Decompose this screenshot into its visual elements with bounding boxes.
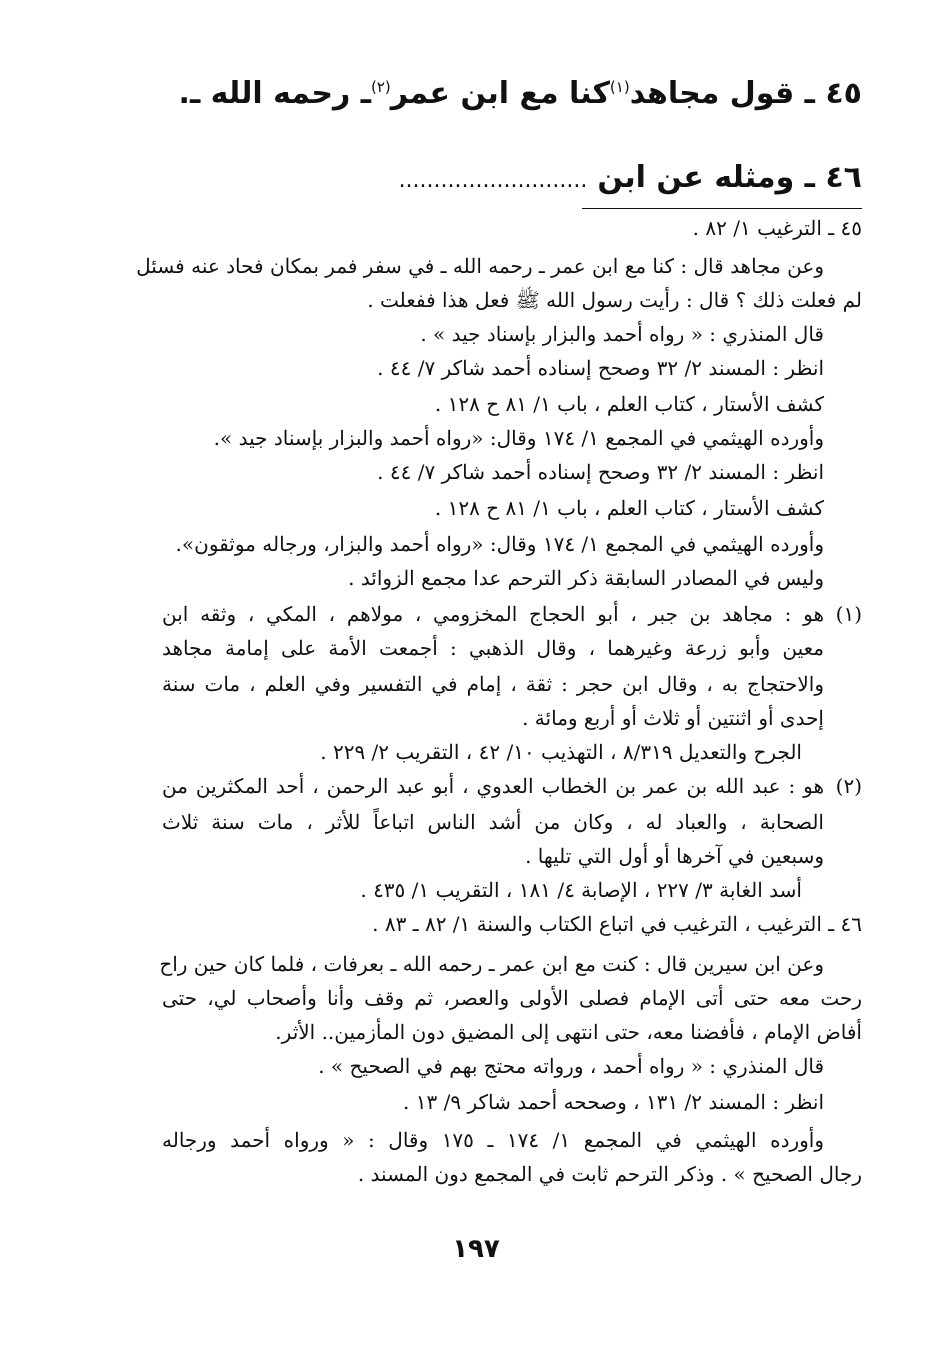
- footnote-2-line: أسد الغابة ٣/ ٢٢٧ ، الإصابة ٤/ ١٨١ ، التقريب ١/ ٤٣٥ .: [360, 878, 802, 902]
- note-45-head: ٤٥ ـ الترغيب ١/ ٨٢ .: [692, 216, 862, 240]
- note-46-line: رجال الصحيح » . وذكر الترحم ثابت في المجمع دون المسند .: [357, 1162, 862, 1186]
- heading-45: [162, 74, 862, 114]
- footnote-ref-1: (١): [609, 78, 630, 96]
- page-number: ١٩٧: [452, 1234, 500, 1264]
- note-45-line: وعن مجاهد قال : كنا مع ابن عمر ـ رحمه الله ـ في سفر فمر بمكان فحاد عنه فسئل: [136, 254, 824, 278]
- heading-45-part1: ٤٥ ـ قول مجاهد: [629, 76, 862, 111]
- note-45-line: وأورده الهيثمي في المجمع ١/ ١٧٤ وقال: «رواه أحمد والبزار بإسناد جيد ».: [213, 426, 824, 450]
- footnote-1-line: الجرح والتعديل ٨/٣١٩ ، التهذيب ١٠/ ٤٢ ، التقريب ٢/ ٢٢٩ .: [320, 740, 802, 764]
- footnote-1-line: معين وأبو زرعة وغيرهما ، وقال الذهبي : أجمعت الأمة على إمامة مجاهد: [162, 636, 824, 660]
- heading-45-part2: كنا مع ابن عمر: [390, 76, 610, 111]
- footnote-2-line: وسبعين في آخرها أو أول التي تليها .: [525, 844, 824, 868]
- note-45-line: انظر : المسند ٢/ ٣٢ وصحح إسناده أحمد شاكر ٧/ ٤٤ .: [377, 356, 824, 380]
- footnote-1-number: (١): [835, 602, 862, 626]
- footnote-ref-2: (٢): [370, 78, 391, 96]
- footnote-2-line: الصحابة ، والعباد له ، وكان من أشد الناس اتباعاً للأثر ، مات سنة ثلاث: [162, 810, 824, 834]
- note-46-line: وعن ابن سيرين قال : كنت مع ابن عمر ـ رحمه الله ـ بعرفات ، فلما كان حين راح: [159, 952, 824, 976]
- footnote-1-line: والاحتجاج به ، وقال ابن حجر : ثقة ، إمام في التفسير وفي العلم ، مات سنة: [162, 672, 824, 696]
- heading-45-part3: ـ رحمه الله ـ.: [178, 76, 371, 111]
- footnote-separator: [582, 208, 862, 209]
- footnote-1-line: هو : مجاهد بن جبر ، أبو الحجاج المخزومي ، مولاهم ، المكي ، وثقه ابن: [162, 602, 824, 626]
- note-45-line: وليس في المصادر السابقة ذكر الترحم عدا مجمع الزوائد .: [348, 566, 824, 590]
- note-45-line: كشف الأستار ، كتاب العلم ، باب ١/ ٨١ ح ١٢٨ .: [434, 392, 824, 416]
- note-45-line: كشف الأستار ، كتاب العلم ، باب ١/ ٨١ ح ١٢٨ .: [434, 496, 824, 520]
- note-46-line: أفاض الإمام ، فأفضنا معه، حتى انتهى إلى المضيق دون المأزمين.. الأثر.: [275, 1020, 862, 1044]
- note-46-line: وأورده الهيثمي في المجمع ١/ ١٧٤ ـ ١٧٥ وقال : « ورواه أحمد ورجاله: [162, 1128, 825, 1152]
- note-46-line: قال المنذري : « رواه أحمد ، ورواته محتج بهم في الصحيح » .: [318, 1054, 824, 1078]
- footnote-1-line: إحدى أو اثنتين أو ثلاث أو أربع ومائة .: [522, 706, 824, 730]
- note-46-head: ٤٦ ـ الترغيب ، الترغيب في اتباع الكتاب والسنة ١/ ٨٢ ـ ٨٣ .: [372, 912, 862, 936]
- footnote-2-number: (٢): [835, 774, 862, 798]
- heading-46: [162, 158, 862, 201]
- note-45-line: قال المنذري : « رواه أحمد والبزار بإسناد جيد » .: [420, 322, 824, 346]
- note-46-line: انظر : المسند ٢/ ١٣١ ، وصححه أحمد شاكر ٩/ ١٣ .: [403, 1090, 824, 1114]
- footnote-2-line: هو : عبد الله بن عمر بن الخطاب العدوي ، أبو عبد الرحمن ، أحد المكثرين من: [162, 774, 824, 798]
- heading-46-text: ٤٦ ـ ومثله عن ابن: [597, 160, 862, 195]
- heading-46-dots: ...........................: [398, 168, 588, 193]
- note-45-line: وأورده الهيثمي في المجمع ١/ ١٧٤ وقال: «رواه أحمد والبزار، ورجاله موثقون».: [175, 532, 824, 556]
- note-45-line: لم فعلت ذلك ؟ قال : رأيت رسول الله ﷺ فعل هذا ففعلت .: [367, 288, 862, 312]
- note-45-line: انظر : المسند ٢/ ٣٢ وصحح إسناده أحمد شاكر ٧/ ٤٤ .: [377, 460, 824, 484]
- note-46-line: رحت معه حتى أتى الإمام فصلى الأولى والعصر، ثم وقف وأنا وأصحاب لي، حتى: [162, 986, 863, 1010]
